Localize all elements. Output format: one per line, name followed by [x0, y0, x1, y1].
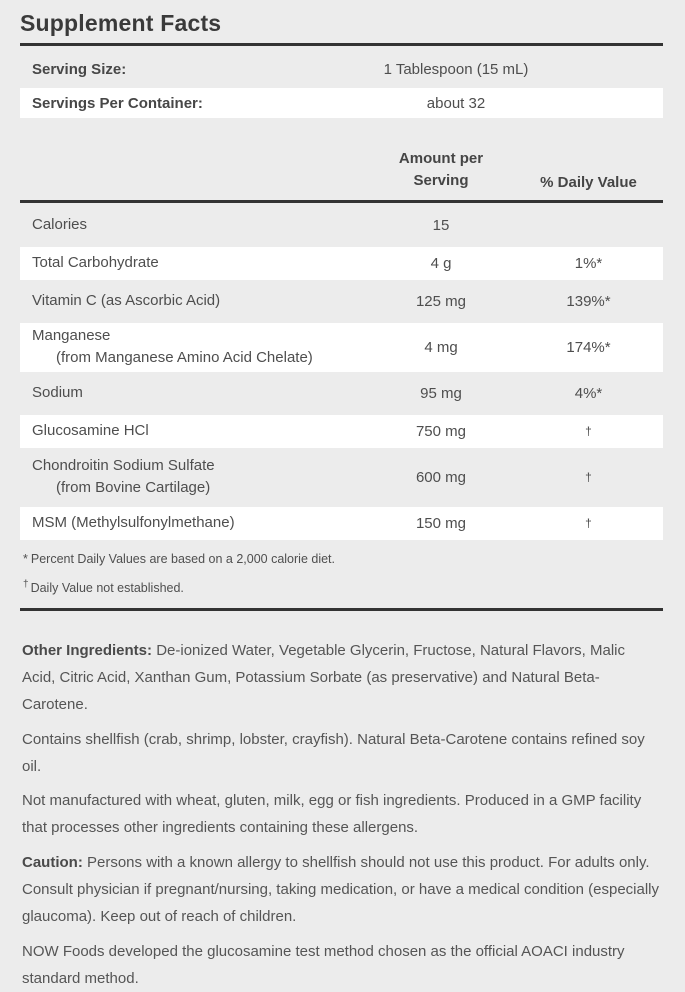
nutrient-name: Manganese	[32, 326, 111, 344]
table-row-manganese	[20, 323, 663, 372]
caution-label: Caution:	[22, 853, 87, 871]
footnote-text: Daily Value not established.	[30, 580, 184, 595]
table-row-sodium	[20, 377, 663, 410]
footnote-marker: †	[23, 578, 29, 590]
other-ingredients-paragraph	[22, 637, 661, 719]
nutrient-amount: 600 mg	[415, 468, 467, 486]
title-divider	[20, 43, 663, 46]
nutrient-daily-value: †	[585, 470, 592, 484]
now-foods-note-text: NOW Foods developed the glucosamine test method chosen as the official AOACI industry standard method.	[22, 942, 625, 987]
column-header-row	[20, 148, 663, 200]
other-ingredients-text: De-ionized Water, Vegetable Glycerin, Fructose, Natural Flavors, Malic Acid, Citric Acid, Xanthan Gum, Potassium Sorbate (as preservative) and Natural Beta-Carotene.	[22, 641, 625, 714]
footnote-text: Percent Daily Values are based on a 2,000 calorie diet.	[30, 551, 335, 566]
serving-size-row	[20, 54, 663, 84]
nutrient-amount: 750 mg	[415, 422, 467, 440]
nutrient-daily-value: †	[585, 516, 592, 530]
nutrient-name: Vitamin C (as Ascorbic Acid)	[32, 291, 221, 309]
supplement-facts-label	[20, 0, 663, 992]
nutrient-amount: 4 g	[430, 254, 452, 272]
nutrient-amount: 125 mg	[415, 292, 467, 310]
table-row-calories	[20, 209, 663, 242]
nutrient-amount: 15	[432, 216, 450, 234]
info-paragraphs	[20, 637, 663, 992]
serving-size-label: Serving Size:	[32, 60, 127, 78]
nutrient-amount: 4 mg	[424, 338, 458, 356]
table-row-glucosamine-hcl	[20, 415, 663, 448]
servings-per-container-row	[20, 88, 663, 118]
contains-shellfish-paragraph	[22, 726, 661, 781]
nutrient-amount: 95 mg	[420, 384, 462, 402]
servings-per-container-value: about 32	[426, 94, 486, 112]
not-manufactured-paragraph	[22, 787, 661, 842]
daily-value-header: % Daily Value	[540, 173, 637, 191]
header-divider	[20, 200, 663, 203]
footnote-marker: *	[23, 551, 28, 566]
nutrient-daily-value: 139%*	[566, 292, 611, 310]
nutrient-name: Glucosamine HCl	[32, 421, 149, 439]
table-row-vitamin-c	[20, 285, 663, 318]
amount-per-serving-header: Amount per Serving	[398, 150, 484, 189]
not-manufactured-text: Not manufactured with wheat, gluten, milk, egg or fish ingredients. Produced in a GMP facility that processes other ingredients containing these allergens.	[22, 792, 642, 837]
nutrient-daily-value: 1%*	[574, 254, 603, 272]
nutrient-subname: (from Manganese Amino Acid Chelate)	[56, 349, 313, 366]
servings-per-container-label: Servings Per Container:	[32, 94, 203, 112]
nutrient-name: Calories	[32, 215, 88, 233]
nutrient-daily-value: 4%*	[574, 384, 603, 402]
other-ingredients-label: Other Ingredients:	[22, 641, 157, 659]
caution-paragraph	[22, 849, 661, 931]
nutrient-name: MSM (Methylsulfonylmethane)	[32, 513, 235, 531]
table-row-total-carbohydrate	[20, 247, 663, 280]
caution-text: Persons with a known allergy to shellfish should not use this product. For adults only. Consult physician if pregnant/nursing, taking medication, or have a medical condition (especially glaucoma). Keep out of reach of children.	[22, 853, 660, 926]
serving-size-value: 1 Tablespoon (15 mL)	[383, 60, 529, 78]
table-bottom-divider	[20, 608, 663, 611]
page-title: Supplement Facts	[20, 10, 222, 36]
footnote-daily-values	[23, 552, 663, 566]
nutrient-name: Chondroitin Sodium Sulfate	[32, 456, 215, 474]
nutrient-daily-value: 174%*	[566, 338, 611, 356]
nutrient-amount: 150 mg	[415, 514, 467, 532]
nutrient-name: Sodium	[32, 383, 83, 401]
nutrient-daily-value: †	[585, 424, 592, 438]
contains-shellfish-text: Contains shellfish (crab, shrimp, lobster, crayfish). Natural Beta-Carotene contains refined soy oil.	[22, 730, 645, 775]
footnote-dv-not-established	[23, 579, 663, 595]
nutrient-name: Total Carbohydrate	[32, 253, 159, 271]
table-row-chondroitin	[20, 453, 663, 502]
nutrient-subname: (from Bovine Cartilage)	[56, 479, 211, 496]
table-row-msm	[20, 507, 663, 540]
now-foods-note-paragraph	[22, 938, 661, 992]
footnotes	[20, 552, 663, 595]
